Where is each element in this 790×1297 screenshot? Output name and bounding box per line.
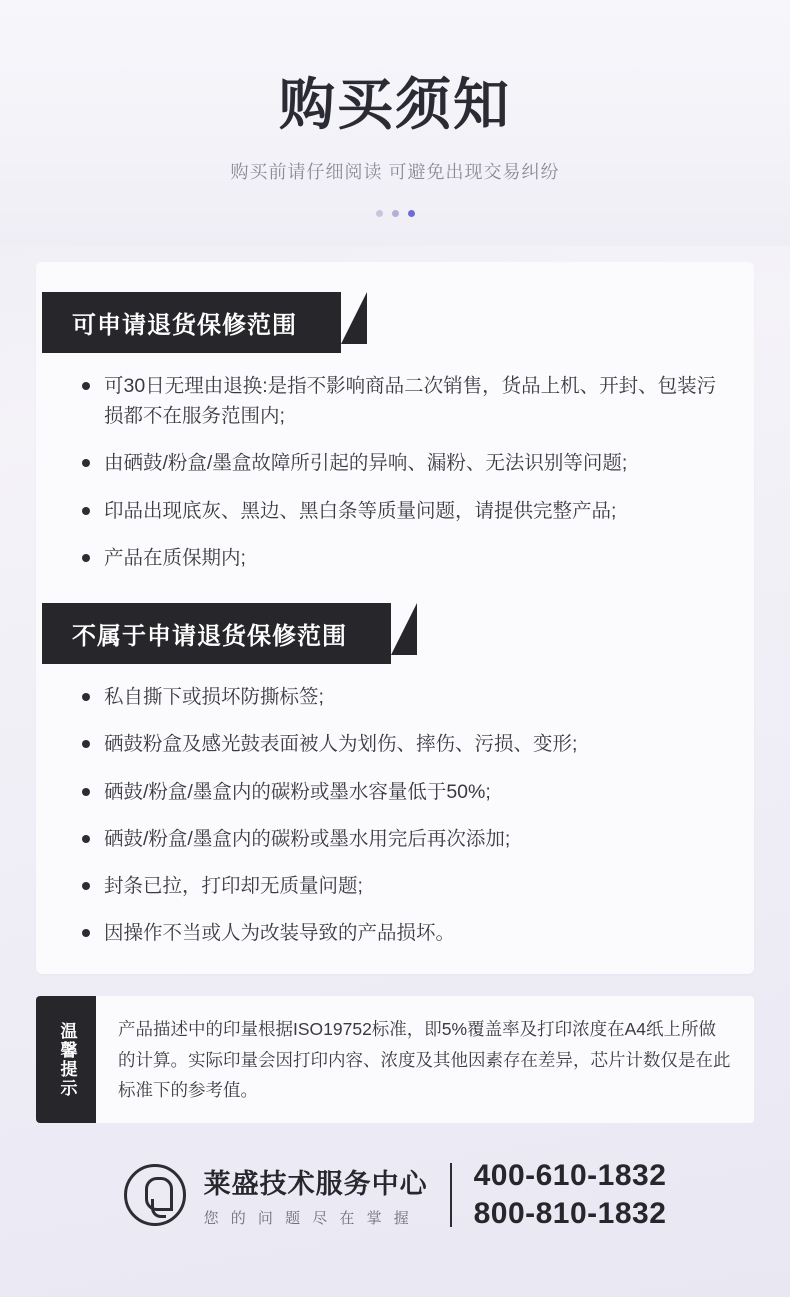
returnable-scope-banner: 可申请退货保修范围 [42, 292, 341, 353]
list-item: 可30日无理由退换:是指不影响商品二次销售，货品上机、开封、包装污损都不在服务范围内; [80, 371, 720, 431]
returnable-scope-list [36, 371, 754, 573]
list-item: 硒鼓/粉盒/墨盒内的碳粉或墨水容量低于50%; [80, 777, 720, 807]
footer-divider [450, 1163, 452, 1227]
footer-brand-block [204, 1162, 428, 1228]
footer-phones [474, 1157, 667, 1234]
non-returnable-scope-banner-wrap [42, 603, 754, 664]
footer [0, 1157, 790, 1256]
service-center-title: 莱盛技术服务中心 [203, 1169, 428, 1200]
list-item: 由硒鼓/粉盒/墨盒故障所引起的异响、漏粉、无法识别等问题; [80, 448, 720, 478]
dot-icon [392, 210, 399, 217]
tip-box [36, 996, 754, 1122]
brand-logo-icon [124, 1164, 186, 1226]
list-item: 印品出现底灰、黑边、黑白条等质量问题，请提供完整产品; [80, 496, 720, 526]
non-returnable-scope-banner: 不属于申请退货保修范围 [42, 603, 391, 664]
list-item: 产品在质保期内; [80, 543, 720, 573]
tip-text: 产品描述中的印量根据ISO19752标准，即5%覆盖率及打印浓度在A4纸上所做的计算。实际印量会因打印内容、浓度及其他因素存在差异，芯片计数仅是在此标准下的参考值。 [118, 1019, 731, 1100]
dot-icon [408, 210, 415, 217]
tip-label [36, 996, 96, 1122]
non-returnable-scope-list [36, 682, 754, 948]
list-item: 私自撕下或损坏防撕标签; [80, 682, 720, 712]
policy-card [36, 262, 754, 974]
decorative-dots [0, 210, 790, 217]
section-spacer [36, 573, 754, 603]
dot-icon [376, 210, 383, 217]
returnable-scope-banner-wrap [42, 292, 754, 353]
list-item: 硒鼓粉盒及感光鼓表面被人为划伤、摔伤、污损、变形; [80, 729, 720, 759]
phone-primary: 400-610-1832 [473, 1158, 667, 1192]
list-item: 封条已拉，打印却无质量问题; [80, 871, 720, 901]
list-item: 因操作不当或人为改装导致的产品损坏。 [80, 918, 720, 948]
page-title: 购买须知 [279, 73, 511, 136]
list-item: 硒鼓/粉盒/墨盒内的碳粉或墨水用完后再次添加; [80, 824, 720, 854]
page-subtitle: 购买前请仔细阅读 可避免出现交易纠纷 [230, 161, 560, 182]
service-center-slogan: 您 的 问 题 尽 在 掌 握 [203, 1210, 413, 1228]
tip-label-text: 温馨提示 [57, 1021, 77, 1098]
hero-section [0, 0, 790, 246]
phone-secondary: 800-810-1832 [473, 1197, 667, 1231]
